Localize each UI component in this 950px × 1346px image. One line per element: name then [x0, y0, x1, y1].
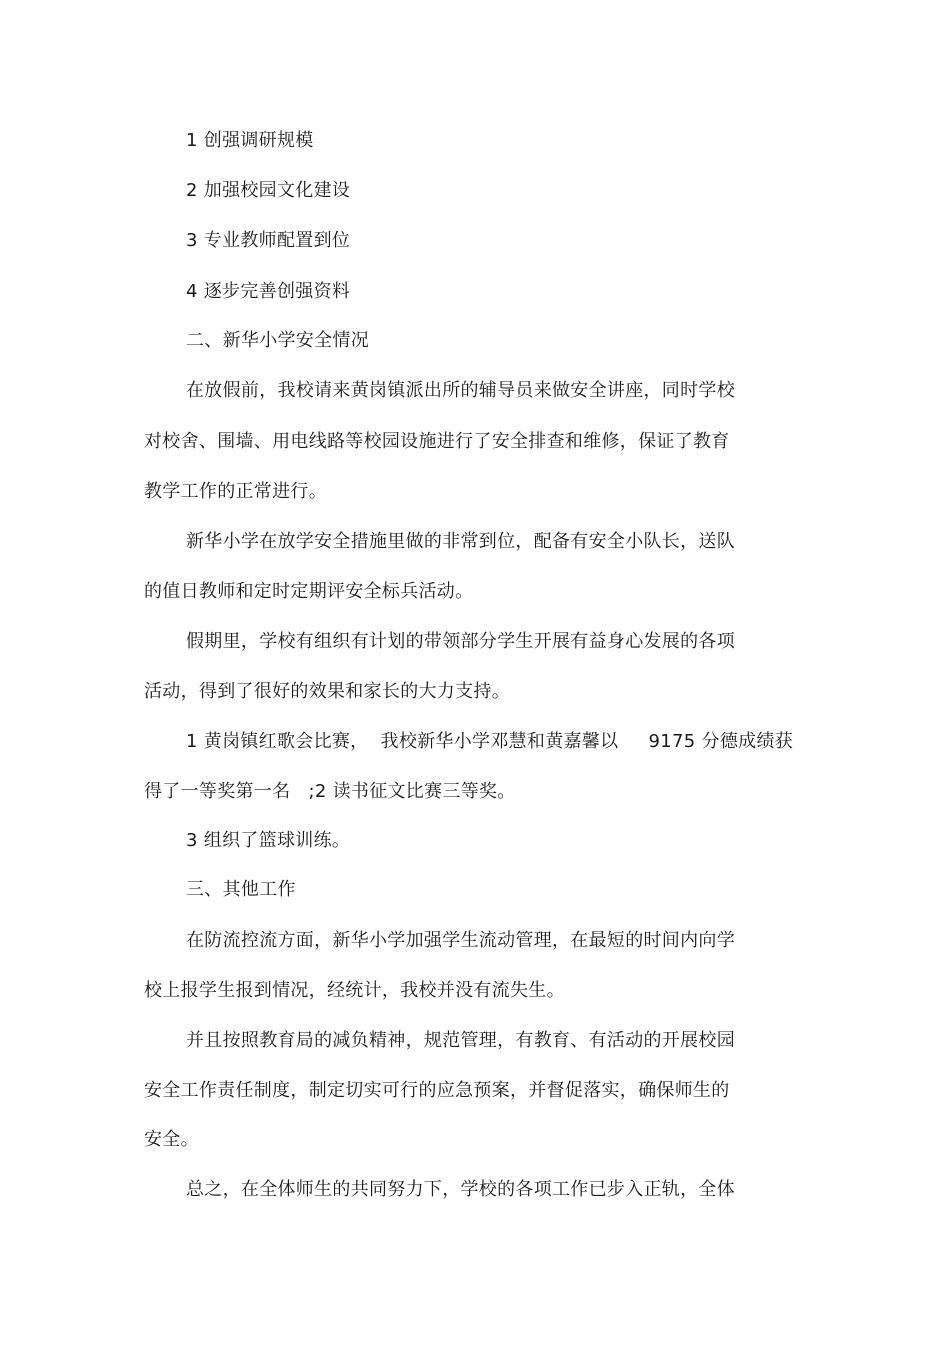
paragraph-line: 新华小学在放学安全措施里做的非常到位，配备有安全小队长，送队 — [186, 531, 735, 552]
paragraph-line: 得了一等奖第一名 ;2 读书征文比赛三等奖。 — [144, 781, 516, 802]
paragraph-line: 安全工作责任制度，制定切实可行的应急预案，并督促落实，确保师生的 — [144, 1080, 730, 1101]
paragraph-line: 3 组织了篮球训练。 — [186, 830, 351, 851]
paragraph-line: 在放假前，我校请来黄岗镇派出所的辅导员来做安全讲座，同时学校 — [186, 380, 735, 401]
paragraph-line: 在防流控流方面，新华小学加强学生流动管理，在最短的时间内向学 — [186, 930, 735, 951]
paragraph-line: 总之，在全体师生的共同努力下，学校的各项工作已步入正轨，全体 — [186, 1179, 735, 1200]
paragraph-line: 安全。 — [144, 1129, 199, 1150]
section-heading-3: 三、其他工作 — [186, 879, 296, 900]
list-item-4: 4 逐步完善创强资料 — [186, 281, 351, 302]
paragraph-line: 并且按照教育局的减负精神，规范管理，有教育、有活动的开展校园 — [186, 1030, 735, 1051]
paragraph-line: 1 黄岗镇红歌会比赛， 我校新华小学邓慧和黄嘉馨以 9175 分德成绩获 — [186, 731, 794, 752]
paragraph-line: 的值日教师和定时定期评安全标兵活动。 — [144, 581, 474, 602]
paragraph-line: 校上报学生报到情况，经统计，我校并没有流失生。 — [144, 980, 565, 1001]
paragraph-line: 假期里，学校有组织有计划的带领部分学生开展有益身心发展的各项 — [186, 631, 735, 652]
paragraph-line: 对校舍、围墙、用电线路等校园设施进行了安全排查和维修，保证了教育 — [144, 431, 730, 452]
section-heading-2: 二、新华小学安全情况 — [186, 330, 369, 351]
list-item-1: 1 创强调研规模 — [186, 130, 314, 151]
list-item-2: 2 加强校园文化建设 — [186, 180, 351, 201]
paragraph-line: 活动，得到了很好的效果和家长的大力支持。 — [144, 681, 510, 702]
paragraph-line: 教学工作的正常进行。 — [144, 481, 327, 502]
list-item-3: 3 专业教师配置到位 — [186, 230, 351, 251]
